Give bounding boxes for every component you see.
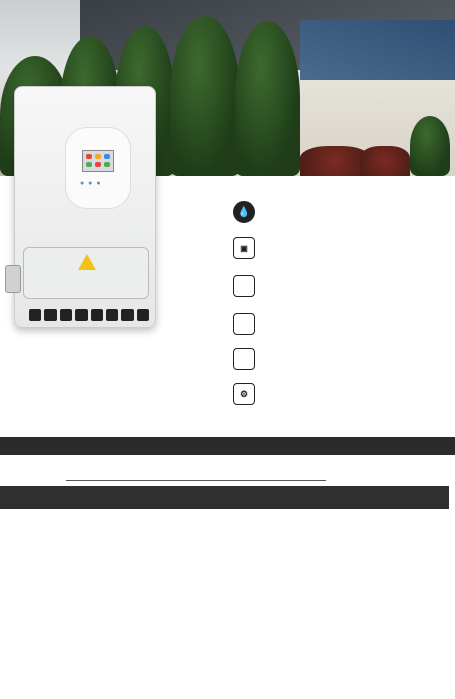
number-16-icon [233, 275, 255, 297]
feature-item [233, 376, 455, 412]
water-drop-icon: 💧 [233, 201, 255, 223]
bush [360, 146, 410, 176]
feature-item [233, 342, 455, 376]
tree [235, 21, 300, 176]
solar-panels [300, 20, 455, 80]
cable-ports [29, 309, 149, 321]
lcd-screen [82, 150, 114, 172]
warning-icon [78, 254, 96, 270]
inverter-display-panel [65, 127, 131, 209]
tree [170, 16, 240, 176]
table-header [0, 486, 449, 509]
feature-item [233, 266, 455, 306]
title-rule [66, 480, 326, 481]
number-190-icon [233, 313, 255, 335]
feature-item [233, 306, 455, 342]
terminal-cover [23, 247, 149, 299]
dc-switch-knob [5, 265, 21, 293]
number-6-icon [233, 348, 255, 370]
device-buttons: ● ● ● [80, 180, 102, 187]
inverter-device [14, 86, 156, 328]
generator-icon: ⚙ [233, 383, 255, 405]
dark-divider-band [0, 437, 455, 455]
feature-list [233, 194, 455, 412]
battery-icon: ▣ [233, 237, 255, 259]
feature-item [233, 230, 455, 266]
feature-item [233, 194, 455, 230]
tree [410, 116, 450, 176]
